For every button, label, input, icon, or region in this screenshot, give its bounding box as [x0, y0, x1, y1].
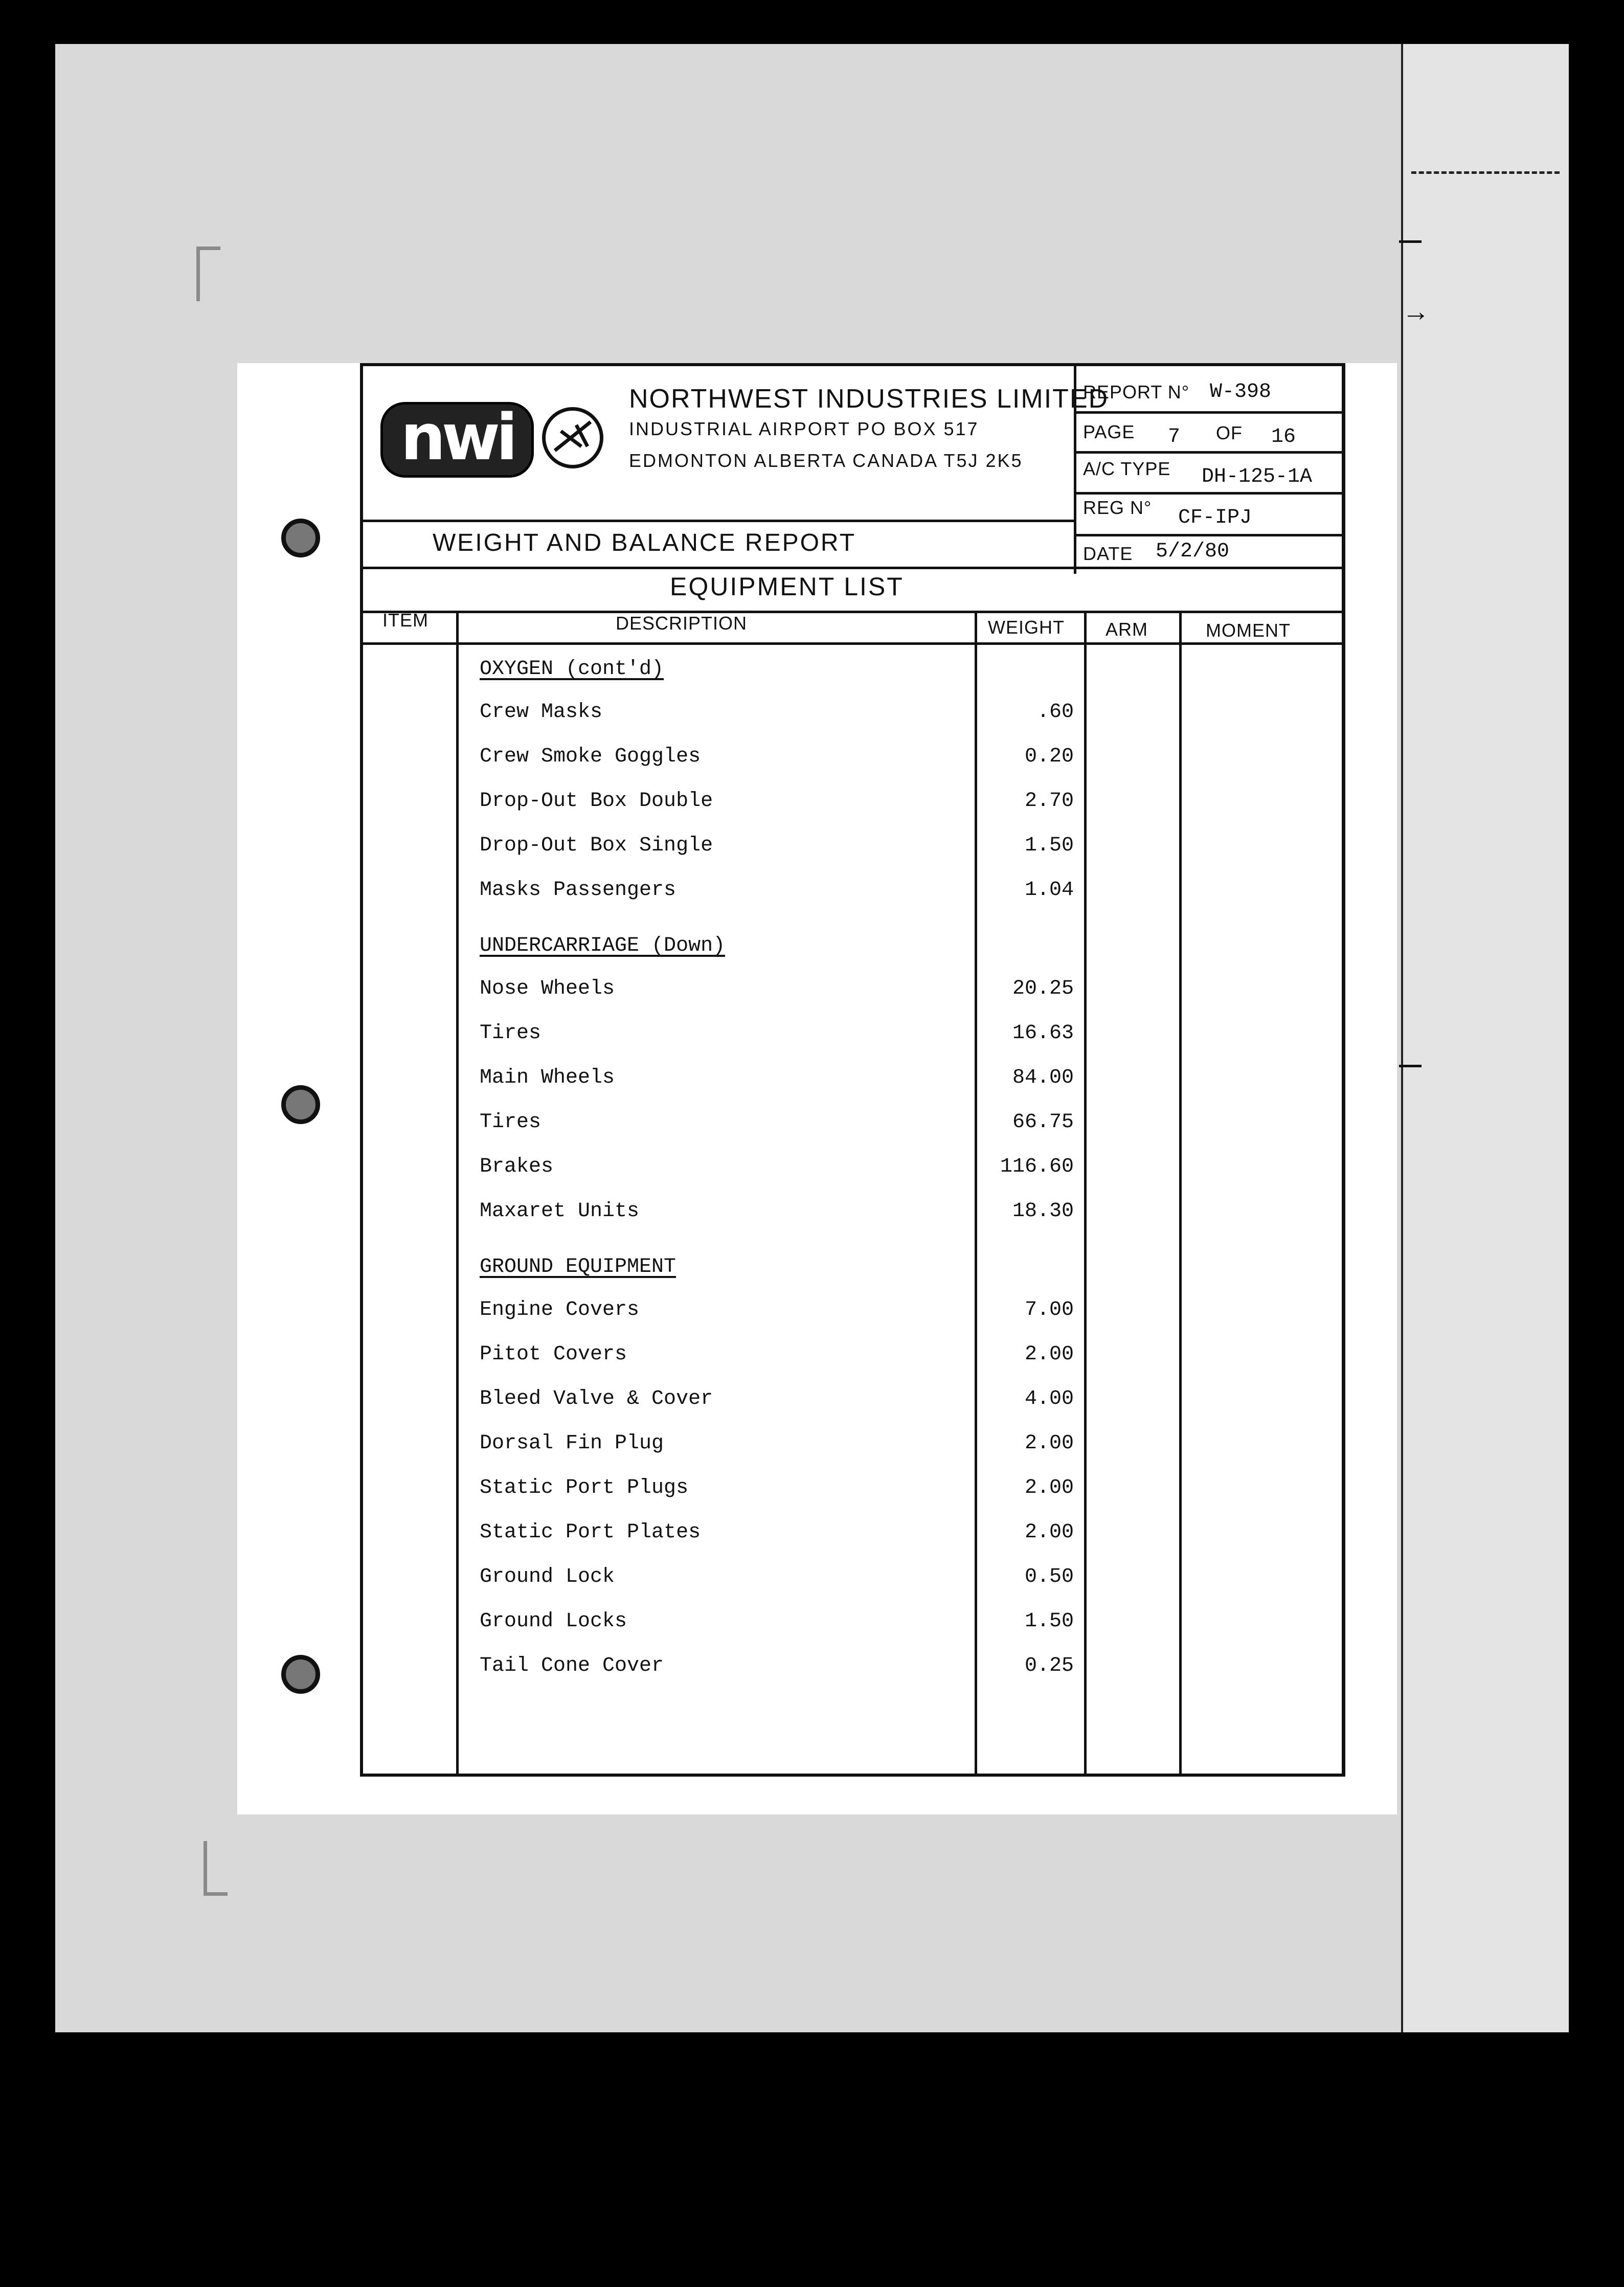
report-no-label: REPORT N°	[1083, 382, 1190, 402]
section-heading: UNDERCARRIAGE (Down)	[480, 934, 726, 957]
item-description: Drop-Out Box Single	[480, 834, 713, 857]
item-weight: 4.00	[1024, 1387, 1074, 1410]
equipment-list-title: EQUIPMENT LIST	[670, 572, 904, 601]
column-header-moment: MOMENT	[1206, 620, 1291, 641]
section-heading: OXYGEN (cont'd)	[480, 658, 664, 681]
item-description: Ground Lock	[480, 1565, 615, 1588]
item-description: Static Port Plugs	[480, 1476, 689, 1499]
item-weight: 66.75	[1012, 1111, 1074, 1134]
column-header-description: DESCRIPTION	[616, 613, 748, 634]
corner-bracket-top	[196, 246, 220, 301]
table-row	[363, 1018, 1084, 1053]
table-row	[363, 741, 1084, 777]
table-row	[363, 1561, 1084, 1597]
header-rule	[363, 520, 1074, 522]
item-description: Main Wheels	[480, 1066, 615, 1089]
table-row	[363, 1151, 1084, 1187]
report-title: WEIGHT AND BALANCE REPORT	[433, 529, 856, 556]
table-row	[363, 697, 1084, 732]
item-weight: 2.70	[1024, 790, 1074, 813]
table-row	[363, 830, 1084, 866]
table-row	[363, 1517, 1084, 1553]
item-description: Static Port Plates	[480, 1521, 701, 1544]
equipment-list-form	[360, 363, 1345, 1777]
section-heading-row	[363, 1251, 1084, 1287]
company-address-line2: EDMONTON ALBERTA CANADA T5J 2K5	[629, 450, 1023, 471]
item-description: Maxaret Units	[480, 1200, 640, 1223]
corner-bracket-bottom	[204, 1841, 228, 1896]
company-address-line1: INDUSTRIAL AIRPORT PO BOX 517	[629, 418, 979, 439]
ac-type-label: A/C TYPE	[1083, 458, 1171, 479]
scan-backing-strip	[1401, 44, 1569, 2032]
item-weight: 2.00	[1024, 1521, 1074, 1544]
item-weight: 2.00	[1024, 1432, 1074, 1455]
item-weight: 2.00	[1024, 1476, 1074, 1499]
column-header-weight: WEIGHT	[988, 617, 1065, 638]
reg-label: REG N°	[1083, 497, 1152, 518]
of-label: OF	[1216, 422, 1243, 443]
table-row	[363, 1339, 1084, 1375]
column-divider-arm	[1179, 611, 1182, 1774]
item-description: Ground Locks	[480, 1610, 627, 1633]
item-description: Brakes	[480, 1155, 554, 1178]
item-description: Tires	[480, 1022, 542, 1045]
item-weight: 84.00	[1012, 1066, 1074, 1089]
punch-hole	[281, 1085, 320, 1124]
item-weight: 7.00	[1024, 1298, 1074, 1321]
item-weight: 1.50	[1024, 834, 1074, 857]
report-no-value: W-398	[1210, 380, 1272, 403]
item-description: Nose Wheels	[480, 977, 615, 1000]
item-description: Masks Passengers	[480, 879, 676, 902]
item-weight: 18.30	[1012, 1200, 1074, 1223]
table-row	[363, 1383, 1084, 1419]
table-row	[363, 1062, 1084, 1098]
item-description: Crew Masks	[480, 701, 603, 724]
section-heading-row	[363, 930, 1084, 966]
item-description: Crew Smoke Goggles	[480, 745, 701, 768]
nwi-logo: nwi	[380, 402, 534, 478]
table-row	[363, 1650, 1084, 1686]
column-header-rule	[363, 642, 1342, 645]
section-heading-row	[363, 654, 1084, 689]
ac-type-value: DH-125-1A	[1202, 465, 1313, 488]
header-rule	[1074, 534, 1342, 536]
table-row	[363, 1196, 1084, 1231]
header-rule	[1074, 492, 1342, 495]
header-rule	[363, 567, 1342, 569]
item-weight: 1.04	[1024, 879, 1074, 902]
column-divider-weight	[1084, 611, 1087, 1774]
edge-tick	[1399, 240, 1422, 243]
item-weight: 16.63	[1012, 1022, 1074, 1045]
of-value: 16	[1271, 425, 1296, 449]
item-weight: 0.25	[1024, 1654, 1074, 1677]
page-value: 7	[1168, 425, 1181, 449]
item-description: Dorsal Fin Plug	[480, 1432, 664, 1455]
section-heading: GROUND EQUIPMENT	[480, 1255, 676, 1279]
company-name: NORTHWEST INDUSTRIES LIMITED	[629, 384, 1109, 414]
table-row	[363, 875, 1084, 910]
item-weight: 1.50	[1024, 1610, 1074, 1633]
table-row	[363, 1472, 1084, 1508]
dashed-edge-mark	[1411, 171, 1560, 174]
item-weight: 0.20	[1024, 745, 1074, 768]
item-description: Tires	[480, 1111, 542, 1134]
reg-value: CF-IPJ	[1178, 506, 1252, 529]
table-row	[363, 1606, 1084, 1642]
column-header-item: ITEM	[382, 610, 428, 631]
item-weight: 0.50	[1024, 1565, 1074, 1588]
item-weight: .60	[1036, 701, 1074, 724]
table-row	[363, 786, 1084, 821]
item-description: Bleed Valve & Cover	[480, 1387, 713, 1410]
aircraft-emblem-icon	[542, 407, 603, 468]
header-box-divider	[1074, 366, 1076, 574]
page-label: PAGE	[1083, 421, 1135, 442]
item-weight: 2.00	[1024, 1343, 1074, 1366]
item-description: Pitot Covers	[480, 1343, 627, 1366]
header-rule	[363, 611, 1342, 613]
arrow-mark: →	[1402, 296, 1430, 327]
punch-hole	[281, 519, 320, 557]
edge-tick	[1399, 1065, 1422, 1067]
table-row	[363, 1428, 1084, 1464]
item-description: Engine Covers	[480, 1298, 640, 1321]
header-rule	[1074, 411, 1342, 414]
table-row	[363, 1107, 1084, 1142]
item-description: Drop-Out Box Double	[480, 790, 713, 813]
item-weight: 20.25	[1012, 977, 1074, 1000]
table-row	[363, 973, 1084, 1009]
column-header-arm: ARM	[1106, 619, 1148, 640]
table-row	[363, 1294, 1084, 1330]
item-weight: 116.60	[1000, 1155, 1074, 1178]
date-label: DATE	[1083, 543, 1133, 564]
item-description: Tail Cone Cover	[480, 1654, 664, 1677]
date-value: 5/2/80	[1156, 540, 1230, 563]
header-rule	[1074, 451, 1342, 454]
punch-hole	[281, 1655, 320, 1694]
